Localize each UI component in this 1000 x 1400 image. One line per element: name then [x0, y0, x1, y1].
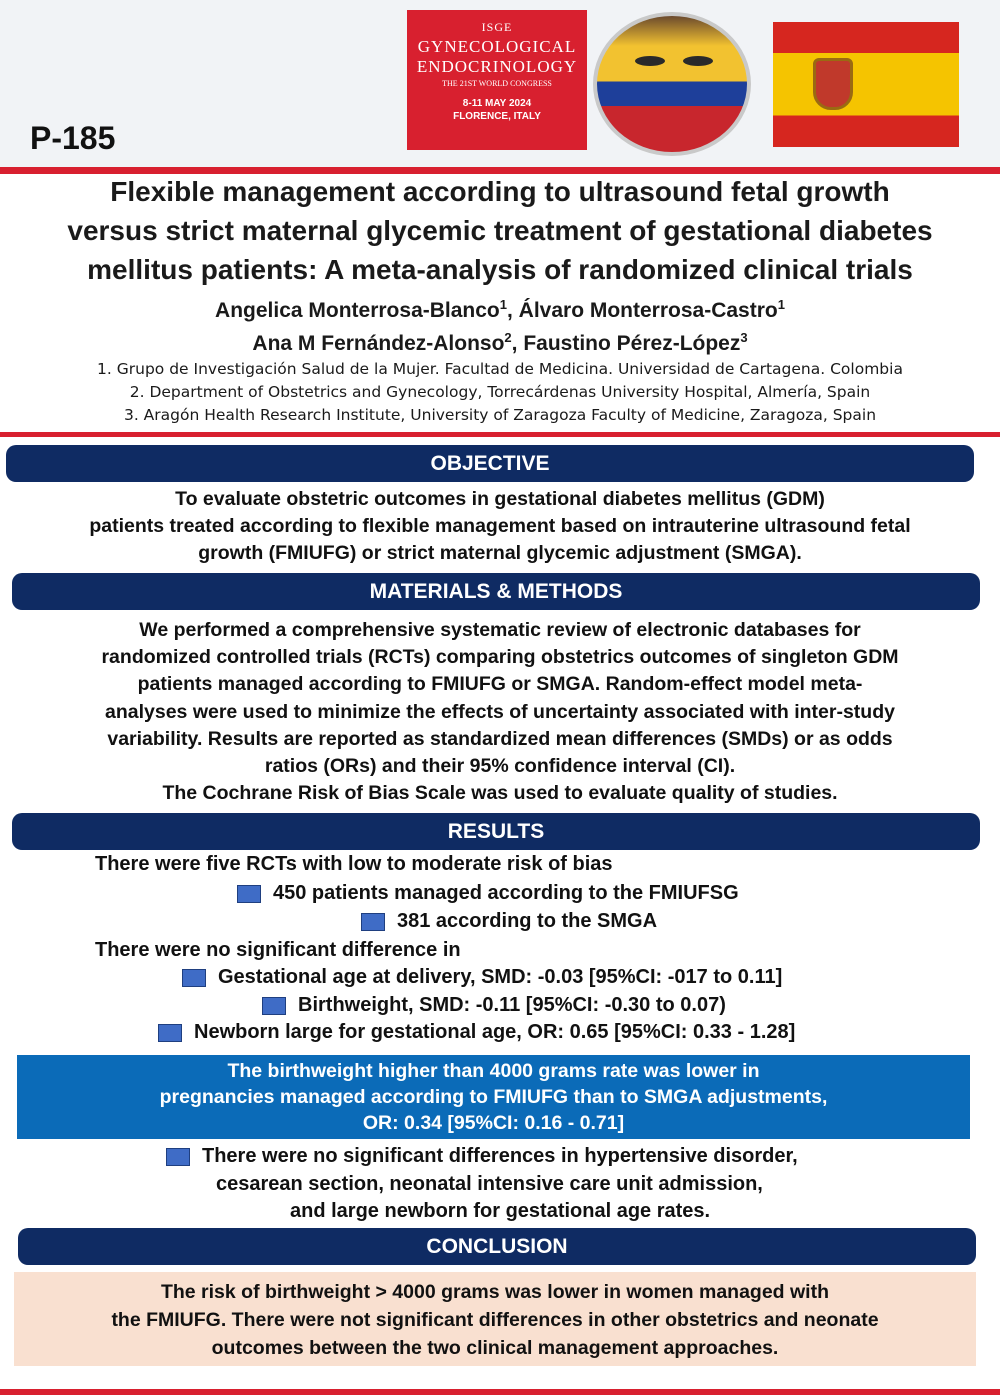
results-bullet-gestational-age — [182, 966, 782, 989]
methods-line: ratios (ORs) and their 95% confidence interval (CI). — [264, 755, 736, 778]
methods-line: patients managed according to FMIUFG or SMGA. Random-effect model meta- — [137, 673, 863, 696]
results-final-line-2: cesarean section, neonatal intensive care unit admission, — [216, 1173, 763, 1195]
author-name: Álvaro Monterrosa-Castro — [518, 299, 778, 322]
title-line: mellitus patients: A meta-analysis of randomized clinical trials — [87, 254, 913, 285]
affiliation-line: 1. Grupo de Investigación Salud de la Mujer. Facultad de Medicina. Universidad de Cartagena. Colombia — [97, 360, 903, 378]
results-bullet-smga — [361, 910, 657, 933]
author-list — [0, 291, 1000, 357]
objective-line: To evaluate obstetric outcomes in gestational diabetes mellitus (GDM) — [175, 488, 825, 510]
methods-line: We performed a comprehensive systematic review of electronic databases for — [139, 619, 861, 641]
conclusion-line: outcomes between the two clinical management approaches. — [211, 1337, 779, 1359]
bullet-text: Gestational age at delivery, SMD: -0.03 [95%CI: -017 to 0.11] — [218, 966, 783, 988]
bullet-square-icon — [166, 1148, 190, 1166]
affiliation-line: 3. Aragón Health Research Institute, University of Zaragoza Faculty of Medicine, Zaragoza, Spain — [123, 406, 877, 424]
affiliation-list — [0, 358, 1000, 427]
results-bullet-large-newborn — [158, 1021, 795, 1044]
title-line: Flexible management according to ultrasound fetal growth — [110, 176, 890, 207]
affiliation-line: 2. Department of Obstetrics and Gynecology, Torrecárdenas University Hospital, Almería, Spain — [129, 383, 871, 401]
bullet-text: 450 patients managed according to the FMIUFSG — [273, 882, 739, 904]
author-name: Angelica Monterrosa-Blanco — [215, 299, 500, 322]
results-final-line-1 — [166, 1145, 798, 1168]
spain-flag-image — [773, 22, 959, 147]
methods-line: analyses were used to minimize the effects of uncertainty associated with inter-study — [105, 700, 895, 723]
objective-heading: OBJECTIVE — [6, 445, 974, 482]
colombia-flag-face-image — [593, 12, 751, 156]
face-eye-right — [683, 56, 713, 66]
bullet-square-icon — [158, 1024, 182, 1042]
poster-number: P-185 — [30, 120, 116, 156]
highlight-line: OR: 0.34 [95%CI: 0.16 - 0.71] — [362, 1112, 625, 1134]
author-name: Faustino Pérez-López — [523, 332, 741, 355]
bullet-square-icon — [182, 969, 206, 987]
conclusion-box — [14, 1272, 976, 1366]
author-affiliation-mark: 2 — [504, 330, 512, 345]
methods-text — [0, 617, 1000, 807]
results-heading: RESULTS — [12, 813, 980, 850]
methods-line: The Cochrane Risk of Bias Scale was used to evaluate quality of studies. — [162, 782, 838, 805]
methods-heading: MATERIALS & METHODS — [12, 573, 980, 610]
bullet-text: Newborn large for gestational age, OR: 0.65 [95%CI: 0.33 - 1.28] — [194, 1021, 796, 1043]
bullet-square-icon — [237, 885, 261, 903]
congress-name-line2: ENDOCRINOLOGY — [416, 57, 578, 76]
objective-text — [0, 486, 1000, 567]
title-line: versus strict maternal glycemic treatment of gestational diabetes — [67, 215, 933, 246]
author-affiliation-mark: 1 — [777, 297, 785, 312]
author-line-2: Ana M Fernández-Alonso$^2$, Faustino Pérez-López$^3$ — [252, 330, 748, 355]
author-affiliation-mark: 3 — [740, 330, 748, 345]
congress-subtitle: THE 21ST WORLD CONGRESS — [442, 79, 552, 88]
methods-line: randomized controlled trials (RCTs) comparing obstetrics outcomes of singleton GDM — [101, 646, 899, 669]
conclusion-heading: CONCLUSION — [18, 1228, 976, 1265]
title-bottom-red-divider — [0, 432, 1000, 437]
results-intro-no-difference: There were no significant difference in — [95, 939, 461, 961]
results-bullet-birthweight — [262, 994, 726, 1017]
congress-name-line1: GYNECOLOGICAL — [417, 37, 577, 56]
objective-line: growth (FMIUFG) or strict maternal glycemic adjustment (SMGA). — [198, 542, 802, 564]
results-bullet-fmiufsg — [237, 882, 739, 905]
highlight-line: The birthweight higher than 4000 grams rate was lower in — [227, 1060, 760, 1082]
results-highlight-box — [17, 1055, 970, 1139]
highlight-line: pregnancies managed according to FMIUFG than to SMGA adjustments, — [159, 1086, 828, 1108]
objective-line: patients treated according to flexible management based on intrauterine ultrasound fetal — [89, 515, 911, 537]
congress-dates: 8-11 MAY 2024 — [462, 98, 532, 109]
congress-logo — [407, 10, 587, 150]
conclusion-line: The risk of birthweight > 4000 grams was lower in women managed with — [160, 1281, 830, 1303]
results-intro-rcts: There were five RCTs with low to moderate risk of bias — [95, 853, 613, 875]
bullet-text: There were no significant differences in hypertensive disorder, — [202, 1145, 798, 1167]
spain-crest-icon — [813, 58, 853, 110]
face-eye-left — [635, 56, 665, 66]
poster-title — [0, 172, 1000, 289]
author-name: Ana M Fernández-Alonso — [252, 332, 505, 355]
bullet-text: 381 according to the SMGA — [397, 910, 658, 932]
bullet-square-icon — [262, 997, 286, 1015]
header-band — [0, 0, 1000, 168]
bullet-square-icon — [361, 913, 385, 931]
bottom-red-divider — [0, 1389, 1000, 1395]
author-line-1: Angelica Monterrosa-Blanco$^1$, Álvaro Monterrosa-Castro$^1$ — [215, 297, 785, 322]
congress-org: ISGE — [481, 20, 513, 34]
author-affiliation-mark: 1 — [499, 297, 507, 312]
conclusion-line: the FMIUFG. There were not significant differences in other obstetrics and neonate — [111, 1309, 879, 1331]
results-final-line-3: and large newborn for gestational age rates. — [290, 1200, 711, 1222]
congress-place: FLORENCE, ITALY — [453, 111, 541, 122]
methods-line: variability. Results are reported as standardized mean differences (SMDs) or as odds — [107, 727, 893, 750]
bullet-text: Birthweight, SMD: -0.11 [95%CI: -0.30 to 0.07) — [298, 994, 726, 1016]
